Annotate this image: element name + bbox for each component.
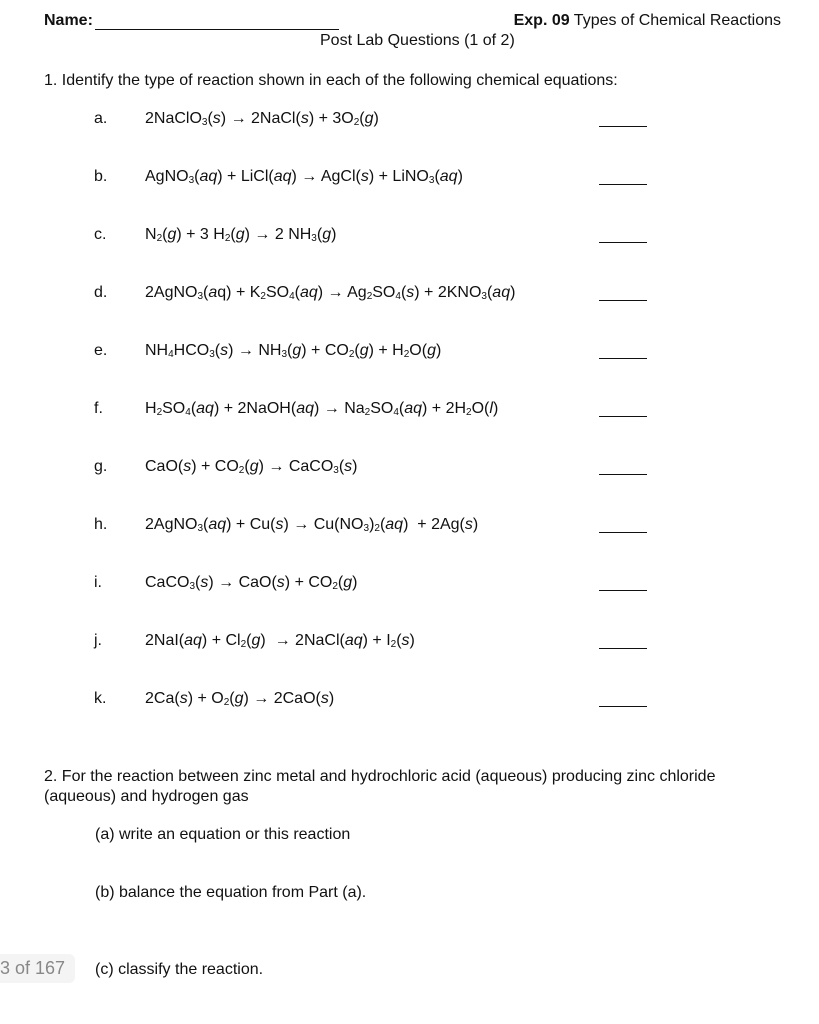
answer-blank-line[interactable]: [599, 416, 647, 417]
item-letter: c.: [94, 226, 107, 243]
question-2-prompt-line-1: 2. For the reaction between zinc metal and hydrochloric acid (aqueous) producing zinc chloride: [44, 768, 716, 785]
chemical-equation: $2NaI(aq) + Cl_2(g)$ → 2NaCl(aq) + $I_2(s)$: [145, 632, 415, 650]
answer-blank-line[interactable]: [599, 184, 647, 185]
question-2-part-c: (c) classify the reaction.: [95, 961, 264, 978]
chemical-equation: CaCO$_3$(s) → $CaO(s) + CO_2(g)$: [145, 574, 358, 592]
chemical-equation: 2AgNO$_3$(aq) + $Cu(s) \to Cu(NO_3)_2(aq) + 2Ag(s)$: [145, 516, 479, 534]
page-indicator: 3 of 167: [0, 954, 75, 983]
experiment-title: [514, 12, 781, 30]
chemical-equation: $CaO(s) + CO_2(g)$ → CaCO$_3$(s): [145, 458, 358, 476]
item-letter: g.: [94, 458, 108, 475]
chemical-equation: 2AgNO$_3$(aq) + $K_2SO_4(aq) \to Ag_2SO_4(s) + 2KNO_3(aq)$: [145, 284, 516, 302]
page-subtitle: Post Lab Questions (1 of 2): [320, 32, 515, 49]
item-letter: f.: [94, 400, 103, 417]
answer-blank-line[interactable]: [599, 474, 647, 475]
answer-blank-line[interactable]: [599, 590, 647, 591]
answer-blank-line[interactable]: [599, 300, 647, 301]
question-2-prompt-line-2: (aqueous) and hydrogen gas: [44, 788, 249, 805]
chemical-equation: 2NaClO$_3$(s) → 2NaCl(s) + $3O_2(g)$: [145, 110, 379, 128]
item-letter: d.: [94, 284, 108, 301]
question-2-part-b: (b) balance the equation from Part (a).: [95, 884, 367, 901]
experiment-name: Types of Chemical Reactions: [573, 12, 781, 29]
question-1-prompt: 1. Identify the type of reaction shown in each of the following chemical equations:: [44, 72, 618, 89]
chemical-equation: $N_2(g) + 3$ $H_2(g) \to 2$ $NH_3(g)$: [145, 226, 337, 244]
answer-blank-line[interactable]: [599, 126, 647, 127]
item-letter: e.: [94, 342, 108, 359]
answer-blank-line[interactable]: [599, 648, 647, 649]
item-letter: j.: [94, 632, 102, 649]
question-2-part-a: (a) write an equation or this reaction: [95, 826, 351, 843]
answer-blank-line[interactable]: [599, 358, 647, 359]
answer-blank-line[interactable]: [599, 532, 647, 533]
name-label: Name:: [44, 12, 93, 29]
item-letter: i.: [94, 574, 102, 591]
chemical-equation: $2Ca(s) + O_2(g) \to 2CaO(s)$: [145, 690, 335, 708]
item-letter: a.: [94, 110, 108, 127]
item-letter: h.: [94, 516, 108, 533]
answer-blank-line[interactable]: [599, 242, 647, 243]
item-letter: k.: [94, 690, 107, 707]
item-letter: b.: [94, 168, 108, 185]
answer-blank-line[interactable]: [599, 706, 647, 707]
chemical-equation: $NH_4HCO_3(s) \to NH_3(g) + CO_2(g) + H_2O(g)$: [145, 342, 442, 360]
chemical-equation: AgNO$_3$(aq) + LiCl(aq) → AgCl(s) + LiNO$_3$(aq): [145, 168, 463, 186]
name-blank-line: [95, 29, 339, 30]
experiment-number: Exp. 09: [513, 12, 570, 29]
chemical-equation: $H_2SO_4(aq)$ + 2NaOH(aq) → $Na_2SO_4(aq) + 2H_2O(l)$: [145, 400, 499, 418]
